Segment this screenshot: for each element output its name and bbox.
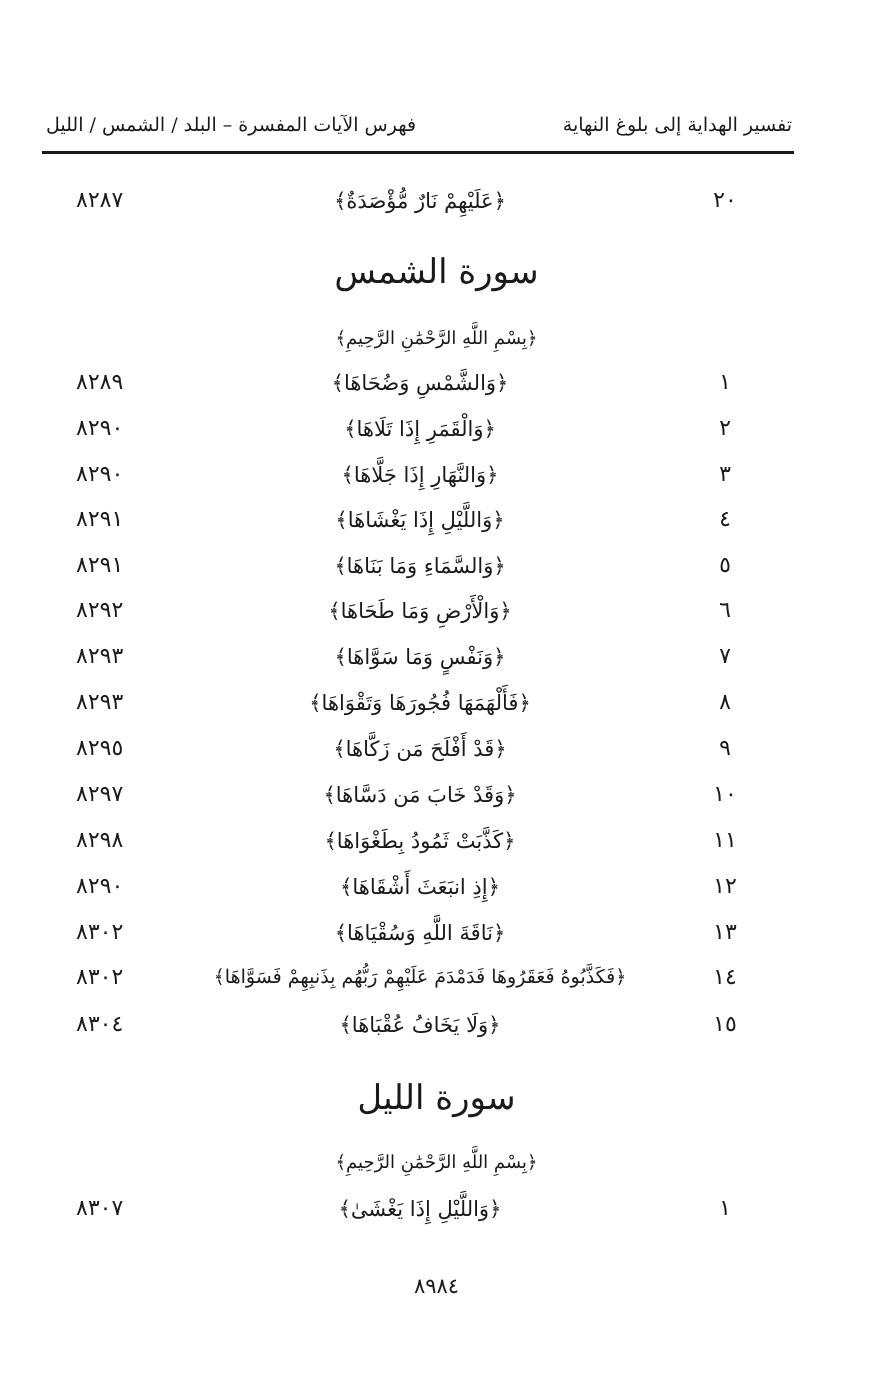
verse-text: ﴿إِذِ انبَعَثَ أَشْقَاهَا﴾ xyxy=(340,875,500,899)
verse-number: ٨ xyxy=(719,690,731,715)
verse-text: ﴿كَذَّبَتْ ثَمُودُ بِطَغْوَاهَا﴾ xyxy=(324,829,516,853)
verse-text: ﴿وَالْأَرْضِ وَمَا طَحَاهَا﴾ xyxy=(328,599,512,623)
verse-number: ٩ xyxy=(719,736,731,761)
verse-number: ١٣ xyxy=(713,920,737,945)
page-reference: ٨٢٩٨ xyxy=(76,828,124,853)
verse-row xyxy=(0,458,873,498)
verse-row xyxy=(0,549,873,589)
page-reference: ٨٢٩٧ xyxy=(76,782,124,807)
verse-row xyxy=(0,1008,873,1048)
verse-text: ﴿وَالشَّمْسِ وَضُحَاهَا﴾ xyxy=(331,371,509,395)
page-reference: ٨٢٩٢ xyxy=(76,598,124,623)
page-reference: ٨٢٩٣ xyxy=(76,644,124,669)
verse-text: ﴿فَكَذَّبُوهُ فَعَقَرُوهَا فَدَمْدَمَ عَلَيْهِمْ رَبُّهُم بِذَنبِهِمْ فَسَوَّاهَا﴾ xyxy=(213,966,627,988)
page-reference: ٨٢٩٥ xyxy=(76,736,124,761)
verse-number: ٣ xyxy=(719,462,731,487)
verse-row xyxy=(0,916,873,956)
verse-row xyxy=(0,1192,873,1232)
verse-row xyxy=(0,366,873,406)
verse-number: ١ xyxy=(719,1196,731,1221)
verse-text: ﴿فَأَلْهَمَهَا فُجُورَهَا وَتَقْوَاهَا﴾ xyxy=(309,691,531,715)
verse-text: ﴿نَاقَةَ اللَّهِ وَسُقْيَاهَا﴾ xyxy=(334,921,506,945)
verse-text: ﴿وَاللَّيْلِ إِذَا يَغْشَىٰ﴾ xyxy=(338,1197,502,1221)
verse-number: ٦ xyxy=(719,598,731,623)
verse-text: ﴿وَالْقَمَرِ إِذَا تَلَاهَا﴾ xyxy=(344,417,496,441)
verse-row xyxy=(0,686,873,726)
surah-title-shams: سورة الشمس xyxy=(334,252,539,292)
verse-number: ١٠ xyxy=(713,782,737,807)
page-reference: ٨٢٩٠ xyxy=(76,416,124,441)
section-title: فهرس الآيات المفسرة – البلد / الشمس / الليل xyxy=(46,114,417,136)
verse-text: ﴿وَلَا يَخَافُ عُقْبَاهَا﴾ xyxy=(339,1013,501,1037)
page-reference: ٨٢٨٩ xyxy=(76,370,124,395)
page-reference: ٨٢٩٠ xyxy=(76,462,124,487)
surah-title-layl: سورة الليل xyxy=(357,1078,516,1118)
verse-number: ٢٠ xyxy=(713,188,737,213)
verse-number: ١١ xyxy=(713,828,737,853)
verse-number: ٢ xyxy=(719,416,731,441)
basmala: ﴿بِسْمِ اللَّهِ الرَّحْمَٰنِ الرَّحِيمِ﴾ xyxy=(335,1152,538,1173)
page-reference: ٨٢٩١ xyxy=(76,507,124,532)
header-rule xyxy=(42,151,794,154)
verse-text: ﴿عَلَيْهِمْ نَارٌ مُّؤْصَدَةٌ﴾ xyxy=(334,189,506,213)
verse-row xyxy=(0,503,873,543)
page-reference: ٨٢٨٧ xyxy=(76,188,124,213)
verse-row xyxy=(0,594,873,634)
basmala: ﴿بِسْمِ اللَّهِ الرَّحْمَٰنِ الرَّحِيمِ﴾ xyxy=(335,328,538,349)
verse-row xyxy=(0,824,873,864)
running-header xyxy=(42,112,794,148)
verse-text: ﴿وَاللَّيْلِ إِذَا يَغْشَاهَا﴾ xyxy=(335,508,505,532)
verse-row xyxy=(0,412,873,452)
page-reference: ٨٣٠٢ xyxy=(76,965,124,990)
verse-number: ١ xyxy=(719,370,731,395)
page-reference: ٨٣٠٢ xyxy=(76,920,124,945)
page-reference: ٨٢٩٠ xyxy=(76,874,124,899)
page-reference: ٨٣٠٤ xyxy=(76,1012,124,1037)
verse-number: ١٤ xyxy=(713,965,737,990)
verse-row xyxy=(0,184,873,224)
page-reference: ٨٢٩٣ xyxy=(76,690,124,715)
page-number: ٨٩٨٤ xyxy=(413,1274,460,1298)
verse-text: ﴿قَدْ أَفْلَحَ مَن زَكَّاهَا﴾ xyxy=(333,737,507,761)
verse-text: ﴿وَالسَّمَاءِ وَمَا بَنَاهَا﴾ xyxy=(334,554,506,578)
verse-text: ﴿وَالنَّهَارِ إِذَا جَلَّاهَا﴾ xyxy=(341,463,499,487)
verse-text: ﴿وَقَدْ خَابَ مَن دَسَّاهَا﴾ xyxy=(323,783,517,807)
verse-number: ٥ xyxy=(719,553,731,578)
verse-text: ﴿وَنَفْسٍ وَمَا سَوَّاهَا﴾ xyxy=(334,645,506,669)
verse-row xyxy=(0,732,873,772)
verse-number: ٤ xyxy=(719,507,731,532)
verse-number: ١٥ xyxy=(713,1012,737,1037)
verse-number: ٧ xyxy=(719,644,731,669)
verse-number: ١٢ xyxy=(713,874,737,899)
verse-row xyxy=(0,640,873,680)
page-reference: ٨٣٠٧ xyxy=(76,1196,124,1221)
verse-row xyxy=(0,870,873,910)
verse-row xyxy=(0,961,873,1001)
verse-row xyxy=(0,778,873,818)
book-title: تفسير الهداية إلى بلوغ النهاية xyxy=(562,114,792,136)
page-reference: ٨٢٩١ xyxy=(76,553,124,578)
